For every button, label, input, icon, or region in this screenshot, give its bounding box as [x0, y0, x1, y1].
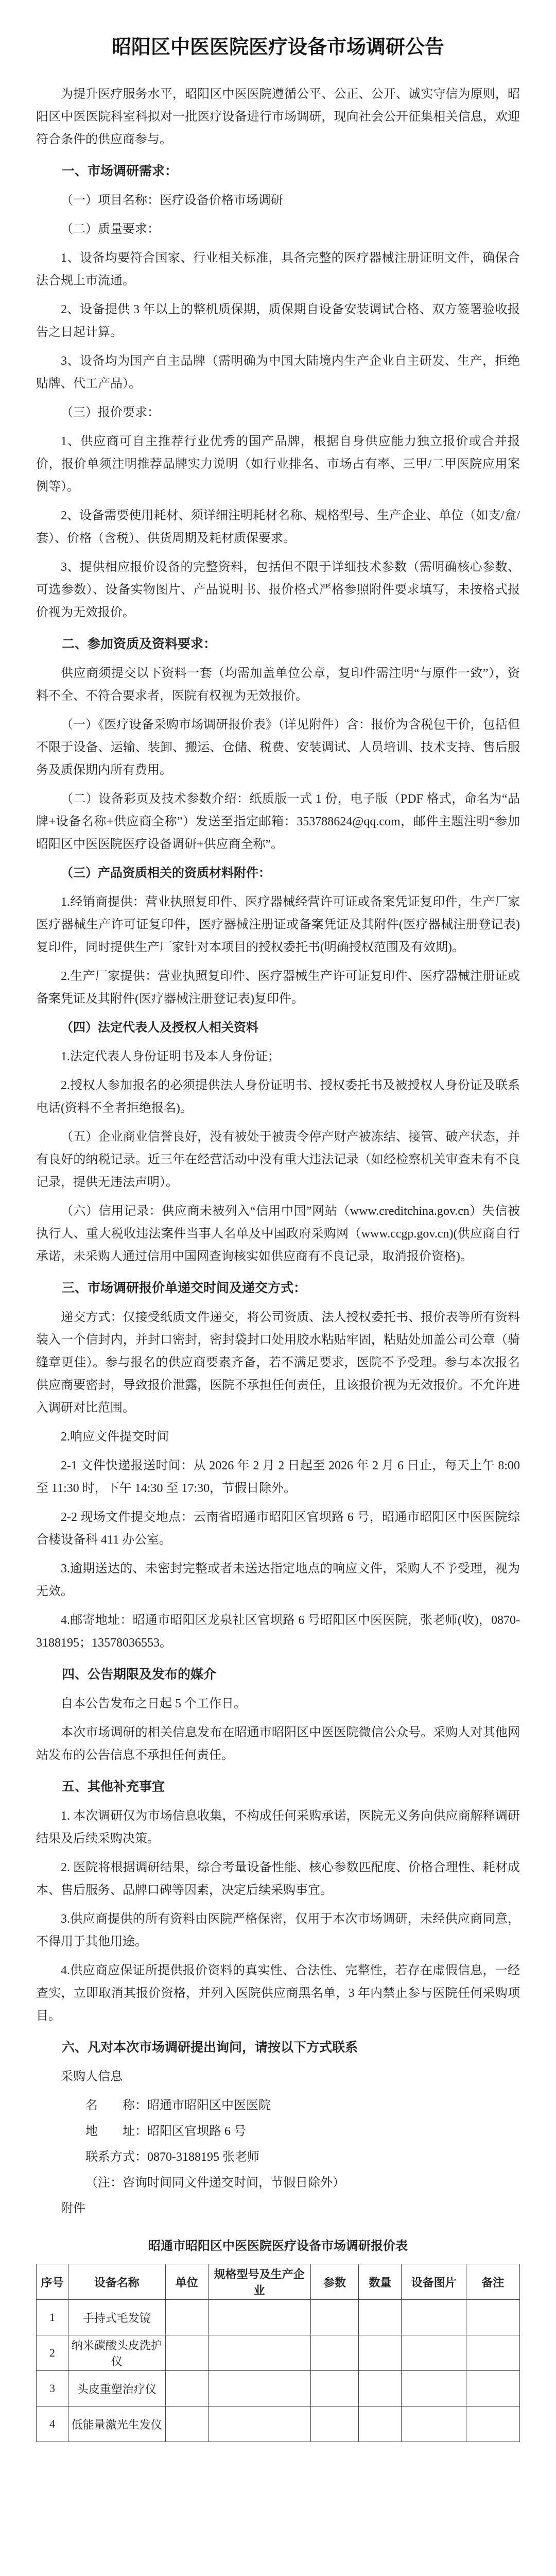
- cell-no: 3: [37, 2371, 68, 2406]
- cell-unit: [165, 2300, 208, 2335]
- s3-p6: 4.邮寄地址：昭通市昭阳区龙泉社区官坝路 6 号昭阳区中医医院，张老师(收)，0870-3188195；13578036553。: [36, 1614, 520, 1650]
- cell-no: 2: [37, 2335, 68, 2371]
- cell-qty: [359, 2300, 402, 2335]
- cell-image: [402, 2335, 466, 2371]
- section-heading-5: 五、其他补充事宜: [62, 1780, 165, 1794]
- th-spec: 规格型号及生产企业: [208, 2264, 310, 2300]
- cell-note: [466, 2371, 519, 2406]
- s2-p6: 2.生产厂家提供：营业执照复印件、医疗器械生产许可证复印件、医疗器械注册证或备案凭证及其附件(医疗器械注册登记表)复印件。: [36, 970, 520, 1006]
- s3-p3: 2-1 文件快递报送时间：从 2026 年 2 月 2 日起至 2026 年 2 月 6 日止，每天上午 8:00 至 11:30 时，下午 14:30 至 17:30，节假日除外。: [36, 1459, 520, 1495]
- section-heading-6: 六、凡对本次市场调研提出询问，请按以下方式联系: [62, 2041, 358, 2055]
- contact-label: 地 址：: [85, 2125, 147, 2138]
- contact-value: 0870-3188195 张老师: [147, 2150, 259, 2164]
- attachment-label: 附件: [61, 2202, 85, 2215]
- contact-value: 昭阳区官坝路 6 号: [147, 2125, 246, 2138]
- contact-row-name: [36, 2094, 520, 2117]
- s2-p9: 2.授权人参加报名的必须提供法人身份证明书、授权委托书及被授权人身份证及联系电话(资料不全者拒绝报名)。: [36, 1079, 520, 1115]
- table-title: 昭通市昭阳区中医医院医疗设备市场调研报价表: [148, 2240, 408, 2253]
- cell-qty: [359, 2371, 402, 2406]
- cell-spec: [208, 2300, 310, 2335]
- s4-p2: 本次市场调研的相关信息发布在昭通市昭阳区中医医院微信公众号。采购人对其他网站发布的公告信息不承担任何责任。: [36, 1726, 520, 1762]
- th-name: 设备名称: [68, 2264, 165, 2300]
- s1-item1: （一）项目名称：医疗设备价格市场调研: [61, 194, 283, 207]
- cell-note: [466, 2335, 519, 2371]
- cell-image: [402, 2406, 466, 2442]
- cell-qty: [359, 2406, 402, 2442]
- s5-p4: 4.供应商应保证所提供报价资料的真实性、合法性、完整性，若存在虚假信息，一经查实，立即取消其报价资格，并列入医院供应商黑名单，3 年内禁止参与医院任何采购项目。: [36, 1964, 520, 2023]
- contact-label: 名 称：: [85, 2099, 147, 2112]
- cell-param: [310, 2406, 359, 2442]
- cell-spec: [208, 2335, 310, 2371]
- s2-p8: 1.法定代表人身份证明书及本人身份证；: [61, 1050, 280, 1063]
- section-heading-2: 二、参加资质及资料要求：: [62, 637, 217, 651]
- contact-note: （注：咨询时间同文件递交时间，节假日除外）: [85, 2176, 345, 2190]
- quote-table: [36, 2264, 520, 2442]
- contact-value: 昭通市昭阳区中医医院: [147, 2099, 271, 2112]
- s3-p5: 3.逾期送达的、未密封完整或者未送达指定地点的响应文件，采购人不予受理，视为无效。: [36, 1562, 520, 1598]
- s2-p2: （一）《医疗设备采购市场调研报价表》（详见附件）含：报价为含税包干价，包括但不限于设备、运输、装卸、搬运、仓储、税费、安装调试、人员培训、技术支持、售后服务及质保期内所有费用。: [36, 718, 520, 777]
- table-row: [37, 2371, 520, 2406]
- purchaser-info-label: 采购人信息: [61, 2070, 123, 2083]
- section-heading-3: 三、市场调研报价单递交时间及递交方式：: [62, 1281, 307, 1295]
- th-note: 备注: [466, 2264, 519, 2300]
- s1-q2: 2、设备提供 3 年以上的整机质保期，质保期自设备安装调试合格、双方签署验收报告之日起计算。: [36, 303, 520, 339]
- s3-p4: 2-2 现场文件提交地点：云南省昭通市昭阳区官坝路 6 号，昭通市昭阳区中医医院综合楼设备科 411 办公室。: [36, 1511, 520, 1547]
- cell-spec: [208, 2371, 310, 2406]
- cell-qty: [359, 2335, 402, 2371]
- cell-unit: [165, 2371, 208, 2406]
- s3-p1: 递交方式：仅接受纸质文件递交，将公司资质、法人授权委托书、报价表等所有资料装入一个信封内，并封口密封，密封袋封口处用胶水粘贴牢固，粘贴处加盖公司公章（骑缝章更佳）。参与报名的供应商要素齐备，若不满足要求，医院不予受理。参与本次报名供应商要密封，导致报价泄露，医院不承担任何责任，且该报价视为无效报价。不允许进入调研对比范围。: [36, 1311, 520, 1415]
- s1-r1: 1、供应商可自主推荐行业优秀的国产品牌，根据自身供应能力独立报价或合并报价，报价单须注明推荐品牌实力说明（如行业排名、市场占有率、三甲/二甲医院应用案例等）。: [36, 435, 520, 494]
- s1-r3: 3、提供相应报价设备的完整资料，包括但不限于详细技术参数（需明确核心参数、可选参数）、设备实物图片、产品说明书、报价格式严格参照附件要求填写，未按格式报价视为无效报价。: [36, 561, 520, 619]
- th-image: 设备图片: [402, 2264, 466, 2300]
- cell-param: [310, 2300, 359, 2335]
- s2-p10: （五）企业商业信誉良好，没有被处于被责令停产财产被冻结、接管、破产状态，并有良好的纳税记录。近三年在经营活动中没有重大违法记录（如经检察机关审查未有不良记录，提供无违法声明）。: [36, 1130, 520, 1189]
- s1-q3: 3、设备均为国产自主品牌（需明确为中国大陆境内生产企业自主研发、生产，拒绝贴牌、代工产品）。: [36, 354, 520, 391]
- th-param: 参数: [310, 2264, 359, 2300]
- cell-no: 4: [37, 2406, 68, 2442]
- s1-r2: 2、设备需要使用耗材、须详细注明耗材名称、规格型号、生产企业、单位（如支/盒/套）、价格（含税）、供货周期及耗材质保要求。: [36, 509, 520, 545]
- th-unit: 单位: [165, 2264, 208, 2300]
- table-row: [37, 2406, 520, 2442]
- intro-paragraph: 为提升医疗服务水平，昭阳区中医医院遵循公平、公正、公开、诚实守信为原则，昭阳区中医医院科室科拟对一批医疗设备进行市场调研，现向社会公开征集相关信息，欢迎符合条件的供应商参与。: [36, 88, 520, 146]
- cell-image: [402, 2371, 466, 2406]
- cell-unit: [165, 2406, 208, 2442]
- s2-p7: （四）法定代表人及授权人相关资料: [61, 1021, 258, 1035]
- cell-param: [310, 2335, 359, 2371]
- page-title: 昭阳区中医医院医疗设备市场调研公告: [111, 37, 444, 58]
- cell-name: 头皮重塑治疗仪: [68, 2371, 165, 2406]
- s2-p11: （六）信用记录：供应商未被列入“信用中国”网站（www.creditchina.gov.cn）失信被执行人、重大税收违法案件当事人名单及中国政府采购网（www.ccgp.gov.cn)(供应商自行承诺，未采购人通过信用中国网查询核实如供应商有不良记录，取消报价资格)。: [36, 1205, 520, 1263]
- cell-unit: [165, 2335, 208, 2371]
- s4-p1: 自本公告发布之日起 5 个工作日。: [61, 1697, 246, 1710]
- table-row: [37, 2335, 520, 2371]
- cell-param: [310, 2371, 359, 2406]
- cell-note: [466, 2300, 519, 2335]
- s2-p3: （二）设备彩页及技术参数介绍：纸质版一式 1 份，电子版（PDF 格式，命名为“品牌+设备名称+供应商全称”）发送至指定邮箱：353788624@qq.com，邮件主题注明“参加昭阳区中医医院医疗设备调研+供应商全称”。: [36, 792, 520, 851]
- th-no: 序号: [37, 2264, 68, 2300]
- s5-p1: 1. 本次调研仅为市场信息收集，不构成任何采购承诺，医院无义务向供应商解释调研结果及后续采购决策。: [36, 1809, 520, 1845]
- th-qty: 数量: [359, 2264, 402, 2300]
- s5-p2: 2. 医院将根据调研结果，综合考量设备性能、核心参数匹配度、价格合理性、耗材成本、售后服务、品牌口碑等因素，决定后续采购事宜。: [36, 1861, 520, 1897]
- s2-p5: 1.经销商提供：营业执照复印件、医疗器械经营许可证或备案凭证复印件，生产厂家医疗器械生产许可证复印件，医疗器械注册证或备案凭证及其附件(医疗器械注册登记表)复印件，同时提供生产厂家针对本项目的授权委托书(明确授权范围及有效期)。: [36, 895, 520, 954]
- s5-p3: 3.供应商提供的所有资料由医院严格保密，仅用于本次市场调研，未经供应商同意，不得用于其他用途。: [36, 1912, 520, 1948]
- section-heading-4: 四、公告期限及发布的媒介: [62, 1668, 217, 1682]
- cell-spec: [208, 2406, 310, 2442]
- cell-name: 手持式毛发镜: [68, 2300, 165, 2335]
- cell-name: 纳米碳酸头皮洗护仪: [68, 2335, 165, 2371]
- contact-row-address: [36, 2120, 520, 2143]
- cell-no: 1: [37, 2300, 68, 2335]
- contact-row-phone: [36, 2146, 520, 2168]
- s2-p1: 供应商须提交以下资料一套（均需加盖单位公章，复印件需注明“与原件一致”），资料不全、不符合要求者，医院有权视为无效报价。: [36, 667, 520, 703]
- s3-p2: 2.响应文件提交时间: [61, 1430, 169, 1444]
- cell-image: [402, 2300, 466, 2335]
- s1-item2: （二）质量要求：: [61, 223, 160, 236]
- cell-note: [466, 2406, 519, 2442]
- section-heading-1: 一、市场调研需求：: [62, 164, 178, 178]
- s2-p4: （三）产品资质相关的资质材料附件：: [61, 867, 271, 880]
- s1-item3: （三）报价要求：: [61, 406, 160, 419]
- table-header-row: [37, 2264, 520, 2300]
- cell-name: 低能量激光生发仪: [68, 2406, 165, 2442]
- s1-q1: 1、设备均要符合国家、行业相关标准，具备完整的医疗器械注册证明文件，确保合法合规上市流通。: [36, 251, 520, 287]
- contact-label: 联系方式：: [85, 2150, 147, 2164]
- table-row: [37, 2300, 520, 2335]
